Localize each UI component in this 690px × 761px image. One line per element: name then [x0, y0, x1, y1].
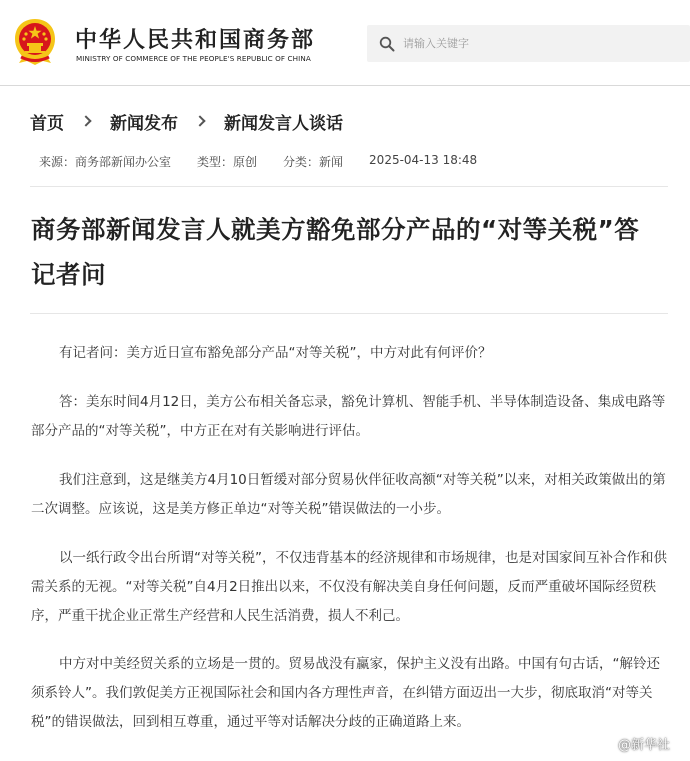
article-type: 类型：原创: [197, 155, 258, 169]
breadcrumb-news-release-link[interactable]: 新闻发布: [110, 113, 178, 134]
weibo-watermark: [599, 734, 670, 753]
divider: [30, 186, 668, 187]
divider: [30, 313, 668, 314]
article-paragraph: 有记者问：美方近日宣布豁免部分产品“对等关税”，中方对此有何评价？: [59, 345, 492, 361]
breadcrumb: [30, 109, 343, 133]
breadcrumb-spokesperson-link[interactable]: 新闻发言人谈话: [224, 113, 343, 134]
article-source: 来源：商务部新闻办公室: [39, 155, 172, 169]
chevron-right-icon: [80, 115, 91, 126]
article-paragraph: 中方对中美经贸关系的立场是一贯的。贸易战没有赢家，保护主义没有出路。中国有句古话，“解铃还须系铃人”。我们敦促美方正视国际社会和国内各方理性声音，在纠错方面迈出一大步，彻底取消“对等关税”的错误做法，回到相互尊重，通过平等对话解决分歧的正确道路上来。: [31, 656, 660, 730]
article-datetime: 2025-04-13 18:48: [369, 153, 478, 167]
article-paragraph: 我们注意到，这是继美方4月10日暂缓对部分贸易伙伴征收高额“对等关税”以来，对相关政策做出的第二次调整。应该说，这是美方修正单边“对等关税”错误做法的一小步。: [31, 472, 666, 517]
article-paragraph: 以一纸行政令出台所谓“对等关税”，不仅违背基本的经济规律和市场规律，也是对国家间互补合作和供需关系的无视。“对等关税”自4月2日推出以来，不仅没有解决美自身任何问题，反而严重破坏国际经贸秩序，严重干扰企业正常生产经营和人民生活消费，损人不利己。: [31, 550, 667, 624]
article-meta: [39, 153, 477, 170]
national-emblem-icon[interactable]: [11, 17, 59, 67]
search-icon[interactable]: [379, 36, 395, 52]
site-header: [0, 0, 690, 86]
article-title: 商务部新闻发言人就美方豁免部分产品的“对等关税”答记者问: [31, 215, 640, 289]
article-category: 分类：新闻: [283, 155, 344, 169]
watermark-text: @新华社: [618, 738, 671, 753]
ministry-name-cn: 中华人民共和国商务部: [75, 28, 316, 53]
chevron-right-icon: [194, 115, 205, 126]
search-box[interactable]: [367, 25, 690, 62]
weibo-icon: [599, 737, 615, 751]
breadcrumb-home-link[interactable]: 首页: [30, 113, 64, 134]
article-paragraph: 答：美东时间4月12日，美方公布相关备忘录，豁免计算机、智能手机、半导体制造设备、集成电路等部分产品的“对等关税”，中方正在对有关影响进行评估。: [31, 394, 666, 439]
search-input[interactable]: [403, 25, 683, 62]
ministry-name-en: MINISTRY OF COMMERCE OF THE PEOPLE'S REPUBLIC OF CHINA: [76, 54, 311, 63]
